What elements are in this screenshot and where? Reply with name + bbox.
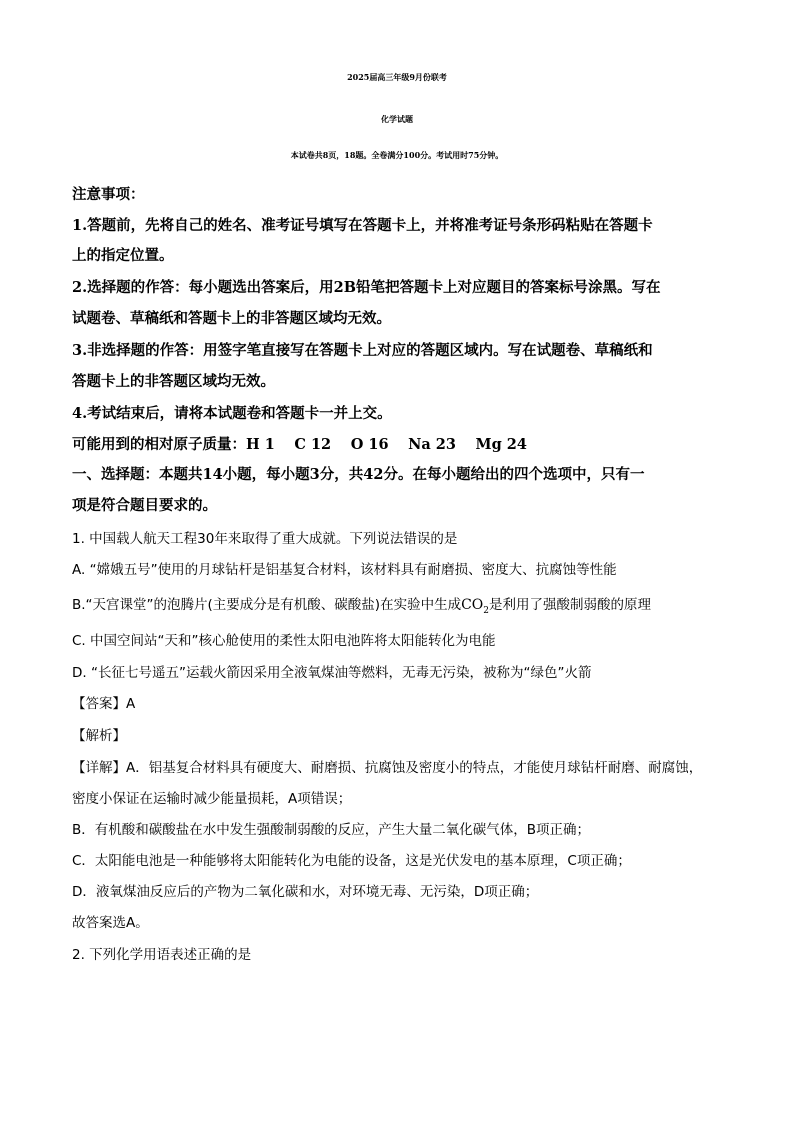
note-3-line-1: 3.非选择题的作答：用签字笔直接写在答题卡上对应的答题区域内。写在试题卷、草稿纸和 — [72, 342, 653, 359]
detail-a-line-1: 【详解】A．铝基复合材料具有硬度大、耐磨损、抗腐蚀及密度小的特点，才能使月球钻杆耐磨、耐腐蚀， — [72, 760, 703, 776]
analysis-label: 【解析】 — [72, 728, 126, 744]
subject-title: 化学试题 — [381, 114, 413, 124]
atomic-mass-line: 可能用到的相对原子质量：H 1 C 12 O 16 Na 23 Mg 24 — [72, 436, 527, 453]
co2-formula: $CO_2$ — [461, 597, 490, 616]
option-b-suffix: 是利用了强酸制弱酸的原理 — [489, 597, 652, 613]
question-2-stem: 2. 下列化学用语表述正确的是 — [72, 947, 252, 963]
exam-info: 本试卷共8页，18题。全卷满分100分。考试用时75分钟。 — [290, 150, 504, 160]
question-1-option-c: C. 中国空间站“天和”核心舱使用的柔性太阳电池阵将太阳能转化为电能 — [72, 633, 496, 649]
answer-label: 【答案】A — [72, 696, 136, 712]
note-3-line-2: 答题卡上的非答题区域均无效。 — [72, 373, 275, 390]
question-1-option-d: D. “长征七号遥五”运载火箭因采用全液氧煤油等燃料，无毒无污染，被称为“绿色”火箭 — [72, 665, 592, 681]
conclusion: 故答案选A。 — [72, 915, 149, 931]
note-2-line-1: 2.选择题的作答：每小题选出答案后，用2B铅笔把答题卡上对应题目的答案标号涂黑。写在 — [72, 279, 661, 296]
detail-c: C．太阳能电池是一种能够将太阳能转化为电能的设备，这是光伏发电的基本原理，C项正确； — [72, 853, 631, 869]
exam-title: 2025届高三年级9月份联考 — [347, 72, 447, 82]
detail-d: D．液氧煤油反应后的产物为二氧化碳和水，对环境无毒、无污染，D项正确； — [72, 884, 539, 900]
section-1-heading-line-2: 项是符合题目要求的。 — [72, 497, 217, 514]
note-1-line-2: 上的指定位置。 — [72, 247, 174, 264]
question-1-stem: 1. 中国载人航天工程30年来取得了重大成就。下列说法错误的是 — [72, 531, 458, 547]
note-4: 4.考试结束后，请将本试题卷和答题卡一并上交。 — [72, 405, 392, 422]
note-2-line-2: 试题卷、草稿纸和答题卡上的非答题区域均无效。 — [72, 310, 391, 327]
question-1-option-b — [72, 593, 651, 616]
detail-a-line-2: 密度小保证在运输时减少能量损耗，A项错误； — [72, 791, 352, 807]
note-1-line-1: 1.答题前，先将自己的姓名、准考证号填写在答题卡上，并将准考证号条形码粘贴在答题卡 — [72, 217, 653, 234]
detail-b: B．有机酸和碳酸盐在水中发生强酸制弱酸的反应，产生大量二氧化碳气体，B项正确； — [72, 822, 591, 838]
question-1-option-a: A. “嫦娥五号”使用的月球钻杆是铝基复合材料，该材料具有耐磨损、密度大、抗腐蚀等性能 — [72, 562, 617, 578]
section-1-heading-line-1: 一、选择题：本题共14小题，每小题3分，共42分。在每小题给出的四个选项中，只有一 — [72, 466, 645, 483]
option-b-prefix: B.“天宫课堂”的泡腾片(主要成分是有机酸、碳酸盐)在实验中生成 — [72, 597, 462, 613]
notes-heading: 注意事项： — [72, 186, 145, 203]
